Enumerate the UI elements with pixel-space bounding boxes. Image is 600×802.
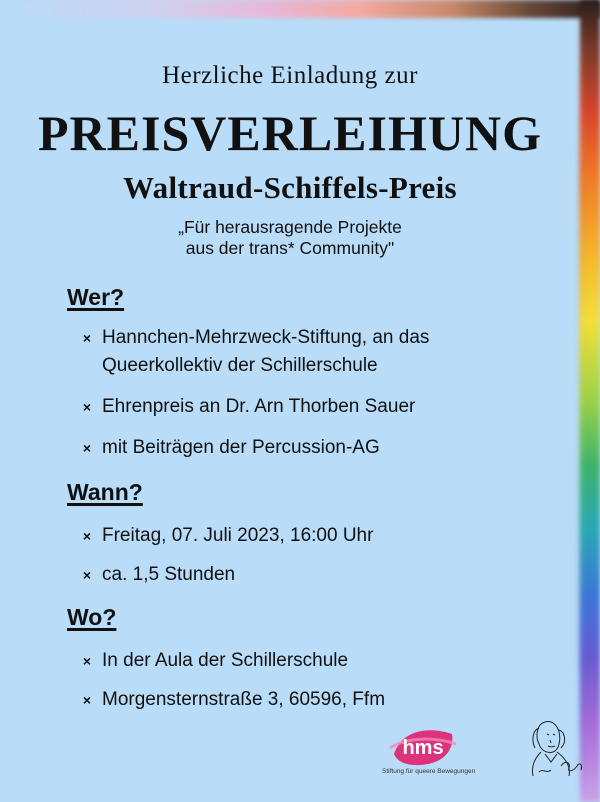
cross-bullet-icon: × [82, 528, 92, 544]
cross-bullet-icon: × [82, 399, 92, 415]
prize-name: Waltraud-Schiffels-Preis [123, 170, 457, 205]
cross-bullet-icon: × [82, 653, 92, 669]
tagline [0, 217, 580, 259]
list-item-text: Ehrenpreis an Dr. Arn Thorben Sauer [102, 396, 416, 417]
list-item-text: Morgensternstraße 3, 60596, Ffm [102, 689, 386, 710]
cross-bullet-icon: × [82, 692, 92, 708]
invitation-line: Herzliche Einladung zur [162, 62, 418, 89]
list-item-text: In der Aula der Schillerschule [102, 650, 349, 671]
hms-logo-text: hms [402, 737, 444, 759]
list-item-text: mit Beiträgen der Percussion-AG [102, 437, 380, 458]
hms-logo [388, 724, 458, 768]
list-item-text: Hannchen-Mehrzweck-Stiftung, an das [102, 327, 430, 348]
rainbow-top-edge [0, 0, 600, 18]
tagline-line-1: „Für herausragende Projekte [178, 217, 402, 237]
section-heading-wer: Wer? [67, 284, 125, 310]
portrait-signature-sketch [525, 714, 585, 784]
cross-bullet-icon: × [82, 440, 92, 456]
section-heading-wo: Wo? [67, 604, 117, 630]
cross-bullet-icon: × [82, 567, 92, 583]
logo-caption: Stiftung für queere Bewegungen [382, 768, 476, 775]
list-item-text: Freitag, 07. Juli 2023, 16:00 Uhr [102, 525, 374, 546]
list-item-text: ca. 1,5 Stunden [102, 564, 236, 585]
section-heading-wann: Wann? [67, 479, 143, 505]
cross-bullet-icon: × [82, 330, 92, 346]
tagline-line-2: aus der trans* Community" [185, 238, 395, 258]
page-title: PREISVERLEIHUNG [38, 105, 542, 161]
list-item-text: Queerkollektiv der Schillerschule [102, 355, 378, 376]
